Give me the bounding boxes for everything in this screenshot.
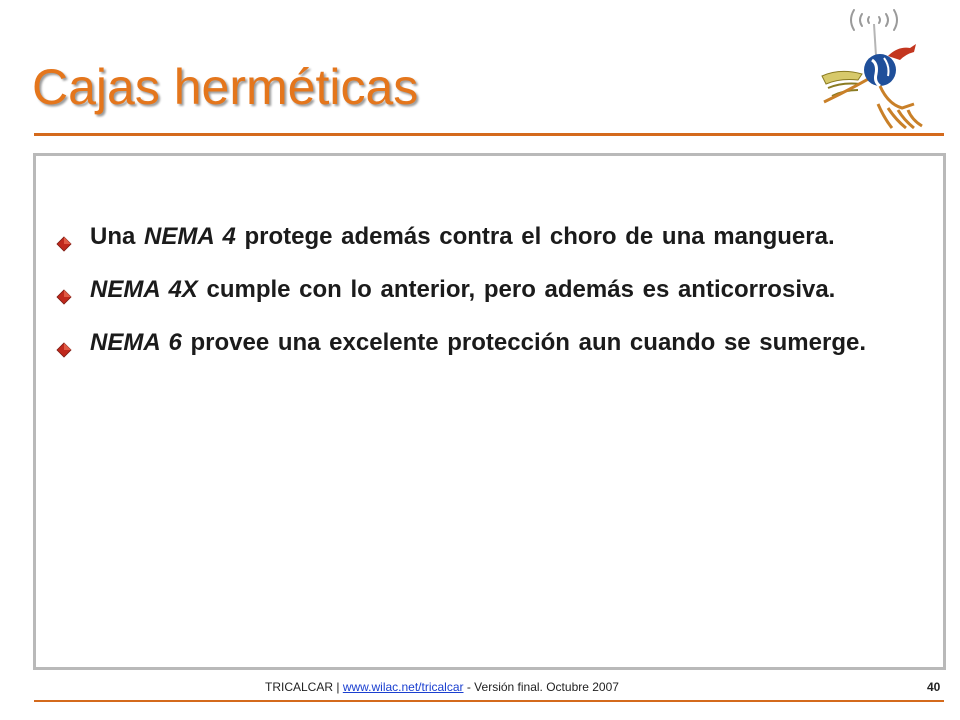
nema-4-term: NEMA 4 [144,223,236,250]
title-divider [34,133,944,136]
page-number: 40 [927,680,941,694]
footer-brand: TRICALCAR [265,680,334,694]
slide-title: Cajas herméticas [32,59,419,115]
bullet-text: NEMA 4X cumple con lo anterior, pero además es anticorrosiva. [90,276,836,303]
footer [0,680,960,694]
nema-6-term: NEMA 6 [90,329,182,356]
red-diamond-bullet-icon [56,289,72,305]
footer-website-link[interactable]: www.wilac.net/tricalcar [342,680,464,694]
bullet-text: Una NEMA 4 protege además contra el choro de una manguera. [90,223,835,250]
wireless-globe-figure-icon [818,4,930,136]
content-box [33,153,946,670]
nema-4x-term: NEMA 4X [90,276,198,303]
footer-text: TRICALCAR | www.wilac.net/tricalcar - Versión final. Octubre 2007 [265,680,619,694]
red-diamond-bullet-icon [56,342,72,358]
red-diamond-bullet-icon [56,236,72,252]
footer-version: - Versión final. Octubre 2007 [463,680,619,694]
footer-divider [34,700,944,702]
bullet-text: NEMA 6 provee una excelente protección aun cuando se sumerge. [90,329,867,356]
